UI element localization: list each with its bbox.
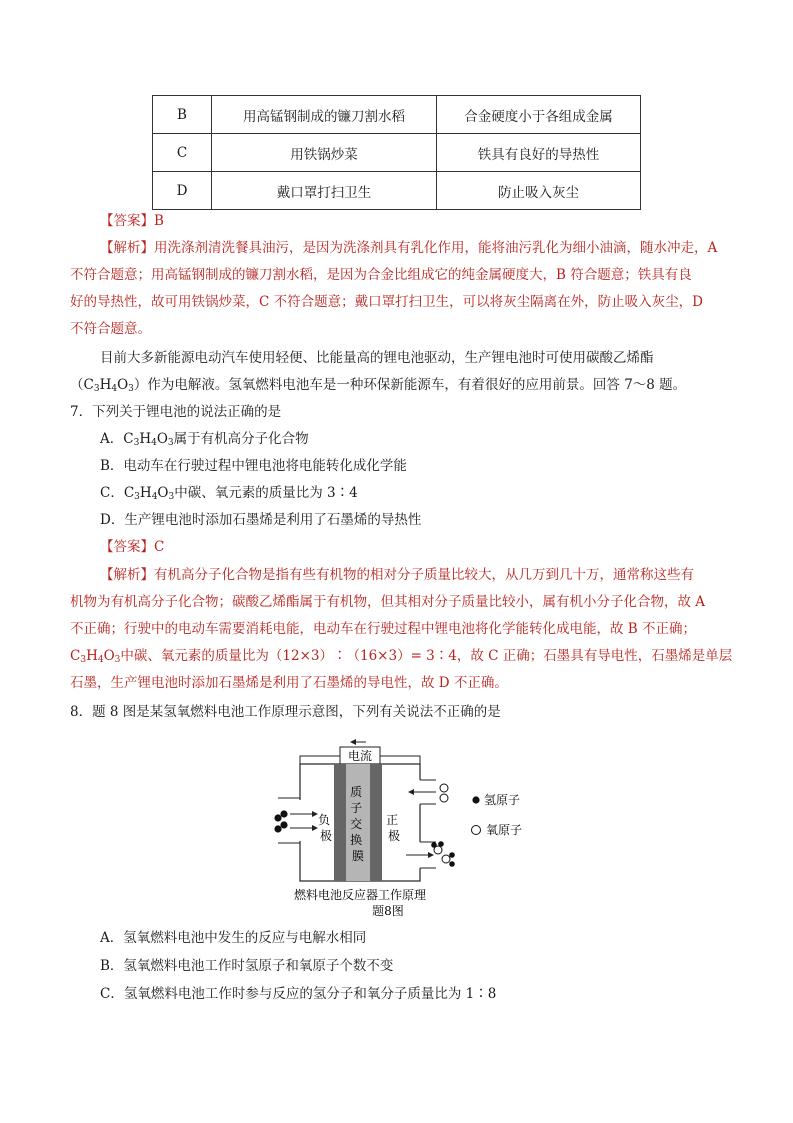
hydrogen-atom-icon xyxy=(274,825,281,832)
table-row xyxy=(153,172,641,210)
hydrogen-atom-icon xyxy=(280,821,287,828)
table-row xyxy=(153,96,641,134)
intro-line: 目前大多新能源电动汽车使用轻便、比能量高的锂电池驱动，生产锂电池时可使用碳酸乙烯酯 xyxy=(100,350,654,366)
q6-analysis-line: 好的导热性，故可用铁锅炒菜，C 不符合题意；戴口罩打扫卫生，可以将灰尘隔离在外，防止吸入灰尘，D xyxy=(70,294,703,310)
q7-option-c: C．C3H4O3中碳、氧元素的质量比为 3∶4 xyxy=(100,485,358,502)
table-row xyxy=(153,134,641,172)
positive-label: 正 极 xyxy=(386,813,401,843)
q8-option-c: C．氢氧燃料电池工作时参与反应的氢分子和氧分子质量比为 1∶8 xyxy=(100,986,497,1002)
q7-analysis-line: 石墨，生产锂电池时添加石墨烯是利用了石墨烯的导电性，故 D 不正确。 xyxy=(70,675,508,691)
answer-value: B xyxy=(154,213,164,229)
fuel-cell-diagram xyxy=(260,738,550,920)
q8-option-a: A．氢氧燃料电池中发生的反应与电解水相同 xyxy=(100,930,367,946)
q7-analysis-line: 【解析】有机高分子化合物是指有些有机物的相对分子质量比较大，从几万到几十万，通常称这些有 xyxy=(100,567,694,583)
figure-caption: 燃料电池反应器工作原理 xyxy=(293,888,427,902)
legend-oxygen-icon xyxy=(472,826,481,835)
table-cell-action: 用高锰钢制成的镰刀割水稻 xyxy=(212,96,437,134)
hydrogen-atom-icon xyxy=(449,852,455,858)
current-label: 电流 xyxy=(347,749,373,763)
q6-analysis-line: 【解析】用洗涤剂清洗餐具油污，是因为洗涤剂具有乳化作用，能将油污乳化为细小油滴，随水冲走，A xyxy=(100,240,718,256)
oxygen-atom-icon xyxy=(440,784,448,792)
intro-line: （C3H4O3）作为电解液。氢氧燃料电池车是一种环保新能源车，有着很好的应用前景。回答 7～8 题。 xyxy=(70,377,687,394)
table-cell-letter: C xyxy=(153,134,212,172)
q7-option-d: D．生产锂电池时添加石墨烯是利用了石墨烯的导热性 xyxy=(100,512,422,528)
positive-electrode xyxy=(370,764,382,881)
q8-option-b: B．氢氧燃料电池工作时氢原子和氧原子个数不变 xyxy=(100,958,394,974)
oxygen-atom-icon xyxy=(434,846,442,854)
q7-stem: 7．下列关于锂电池的说法正确的是 xyxy=(70,404,282,420)
hydrogen-atom-icon xyxy=(280,810,287,817)
negative-electrode xyxy=(334,764,346,881)
membrane-label: 质 子 交 换 膜 xyxy=(350,785,365,863)
q7-answer: 【答案】C xyxy=(100,539,165,555)
q6-analysis-line: 不符合题意；用高锰钢制成的镰刀割水稻，是因为合金比组成它的纯金属硬度大，B 符合题意；铁具有良 xyxy=(70,267,692,283)
q7-analysis-line: 不正确；行驶中的电动车需要消耗电能，电动车在行驶过程中锂电池将化学能转化成电能，故 B 不正确； xyxy=(70,621,697,637)
q8-stem: 8．题 8 图是某氢氧燃料电池工作原理示意图，下列有关说法不正确的是 xyxy=(70,704,501,720)
q7-analysis-line: 机物为有机高分子化合物；碳酸乙烯酯属于有机物，但其相对分子质量比较小，属有机小分子化合物，故 A xyxy=(70,594,706,610)
table-cell-reason: 合金硬度小于各组成金属 xyxy=(437,96,641,134)
table-cell-action: 用铁锅炒菜 xyxy=(212,134,437,172)
table-cell-action: 戴口罩打扫卫生 xyxy=(212,172,437,210)
table-cell-reason: 防止吸入灰尘 xyxy=(437,172,641,210)
arrow-head-icon xyxy=(350,739,356,745)
q6-analysis-line: 不符合题意。 xyxy=(70,321,151,337)
hydrogen-atom-icon xyxy=(274,814,281,821)
options-table xyxy=(152,95,641,210)
legend-oxygen-label: 氧原子 xyxy=(486,823,523,837)
table-cell-letter: B xyxy=(153,96,212,134)
table-cell-letter: D xyxy=(153,172,212,210)
q7-option-a: A．C3H4O3属于有机高分子化合物 xyxy=(100,431,309,448)
q7-option-b: B．电动车在行驶过程中锂电池将电能转化成化学能 xyxy=(100,458,407,474)
legend-hydrogen-label: 氢原子 xyxy=(484,793,521,807)
answer-tag: 【答案】 xyxy=(100,213,154,229)
oxygen-atom-icon xyxy=(440,794,448,802)
analysis-tag: 【解析】 xyxy=(100,240,154,256)
hydrogen-atom-icon xyxy=(449,861,455,867)
q6-answer xyxy=(100,208,780,234)
figure-title: 题8图 xyxy=(372,904,404,918)
legend-hydrogen-icon xyxy=(472,796,479,803)
negative-label: 负 极 xyxy=(318,813,333,843)
table-cell-reason: 铁具有良好的导热性 xyxy=(437,134,641,172)
q7-analysis-line: C3H4O3中碳、氧元素的质量比为（12×3）∶（16×3）= 3∶4，故 C 正确；石墨具有导电性，石墨烯是单层 xyxy=(70,648,733,665)
oxygen-atom-icon xyxy=(442,855,450,863)
